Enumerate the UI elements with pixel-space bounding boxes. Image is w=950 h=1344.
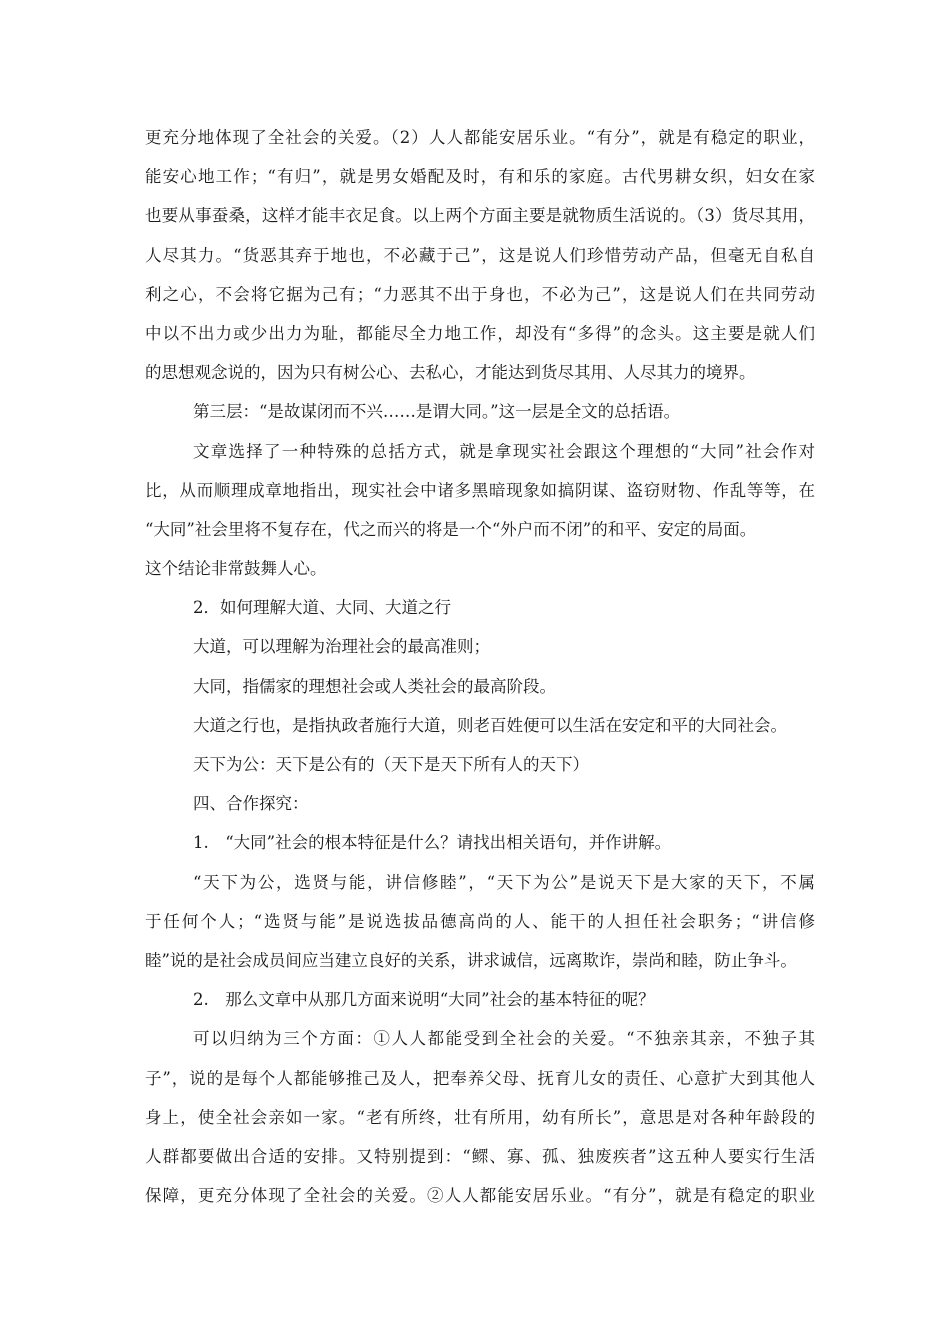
text-line: 保障，更充分体现了全社会的关爱。②人人都能安居乐业。“有分”，就是有稳定的职业	[145, 1186, 815, 1206]
text-line: 身上，使全社会亲如一家。“老有所终，壮有所用，幼有所长”，意思是对各种年龄段的	[145, 1107, 815, 1127]
text-line: 天下为公：天下是公有的（天下是天下所有人的天下）	[193, 755, 589, 774]
text-line: 更充分地体现了全社会的关爱。（2）人人都能安居乐业。“有分”，就是有稳定的职业，	[145, 128, 815, 147]
text-line: 的思想观念说的，因为只有树公心、去私心，才能达到货尽其用、人尽其力的境界。	[145, 363, 756, 383]
text-line: 子”，说的是每个人都能够推己及人，把奉养父母、抚育儿女的责任、心意扩大到其他人	[145, 1068, 815, 1088]
text-line: 大道，可以理解为治理社会的最高准则；	[193, 637, 490, 657]
text-line: 大同，指儒家的理想社会或人类社会的最高阶段。	[193, 676, 556, 696]
text-line: 也要从事蚕桑，这样才能丰衣足食。以上两个方面主要是就物质生活说的。（3）货尽其用，	[145, 206, 815, 226]
text-line: 人群都要做出合适的安排。又特别提到：“鳏、寡、孤、独废疾者”这五种人要实行生活	[145, 1146, 815, 1166]
text-line: 于任何个人；“选贤与能”是说选拔品德高尚的人、能干的人担任社会职务；“讲信修	[145, 911, 815, 931]
text-line: 文章选择了一种特殊的总括方式，就是拿现实社会跟这个理想的“大同”社会作对	[193, 441, 815, 461]
text-line: 这个结论非常鼓舞人心。	[145, 559, 327, 579]
text-line: 中以不出力或少出力为耻，都能尽全力地工作，却没有“多得”的念头。这主要是就人们	[145, 323, 815, 343]
text-line: 大道之行也，是指执政者施行大道，则老百姓便可以生活在安定和平的大同社会。	[193, 715, 787, 735]
question-line: 1. “大同”社会的根本特征是什么？请找出相关语句，并作讲解。	[193, 833, 672, 853]
question-line: 2. 那么文章中从那几方面来说明“大同”社会的基本特征的呢？	[193, 990, 655, 1010]
text-line: 能安心地工作；“有归”，就是男女婚配及时，有和乐的家庭。古代男耕女织，妇女在家	[145, 167, 815, 187]
text-line: 可以归纳为三个方面：①人人都能受到全社会的关爱。“不独亲其亲，不独子其	[193, 1029, 815, 1049]
text-line: “天下为公，选贤与能，讲信修睦”，“天下为公”是说天下是大家的天下，不属	[193, 872, 815, 892]
text-line: 人尽其力。“货恶其弃于地也，不必藏于己”，这是说人们珍惜劳动产品，但毫无自私自	[145, 245, 815, 265]
text-line: “大同”社会里将不复存在，代之而兴的将是一个“外户而不闭”的和平、安定的局面。	[145, 519, 757, 539]
text-line: 利之心，不会将它据为己有；“力恶其不出于身也，不必为己”，这是说人们在共同劳动	[145, 284, 815, 304]
text-line: 睦”说的是社会成员间应当建立良好的关系，讲求诚信，远离欺诈，崇尚和睦，防止争斗。	[145, 950, 797, 970]
text-line: 第三层：“是故谋闭而不兴……是谓大同。”这一层是全文的总括语。	[193, 402, 681, 422]
document-body	[145, 118, 815, 1215]
section-heading: 四、合作探究：	[193, 794, 309, 814]
section-heading: 2．如何理解大道、大同、大道之行	[193, 598, 451, 618]
text-line: 比，从而顺理成章地指出，现实社会中诸多黑暗现象如搞阴谋、盗窃财物、作乱等等，在	[145, 480, 815, 500]
